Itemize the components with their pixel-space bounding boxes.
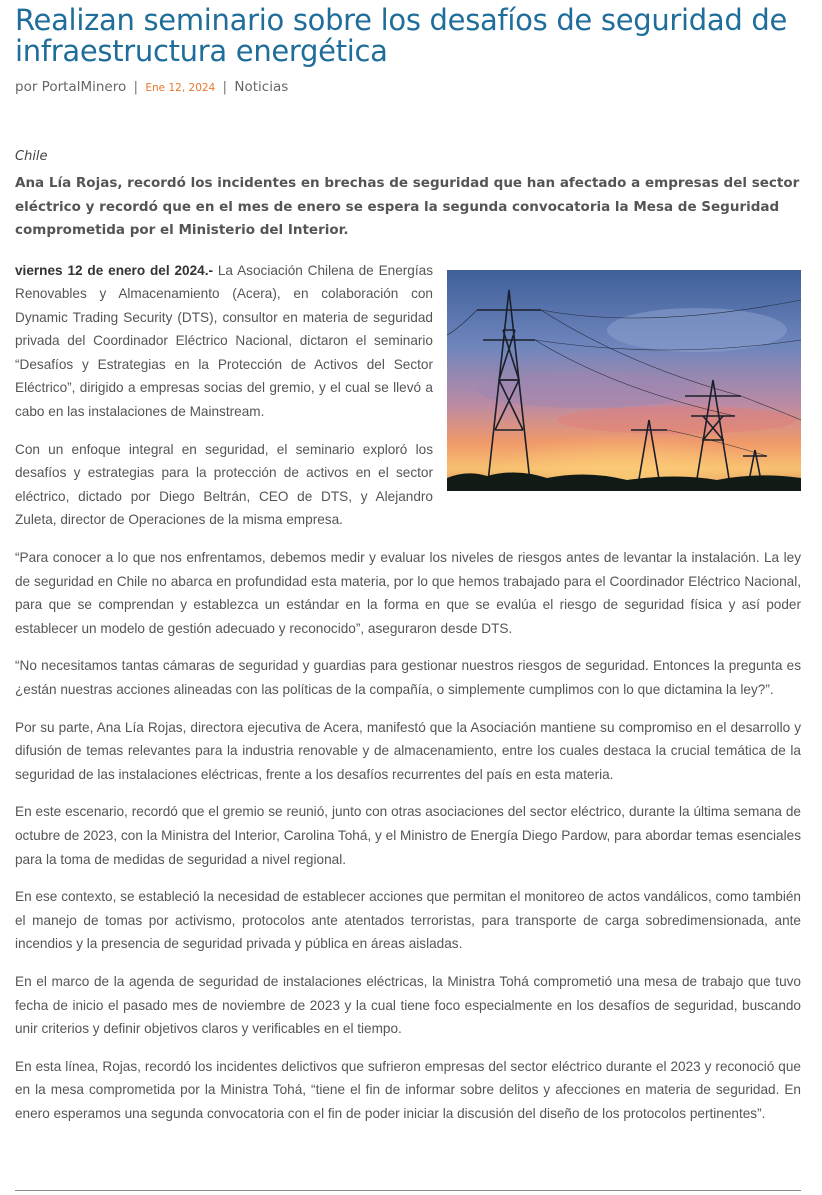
body-paragraph: “No necesitamos tantas cámaras de seguridad y guardias para gestionar nuestros riesgos de seguridad. Entonces la pregunta es ¿están nuestras acciones alineadas con las políticas de la compañía, o simplemente cumplimos con lo que dictamina la ley?”. [15,658,801,697]
dateline: viernes 12 de enero del 2024.- [15,262,214,278]
body-paragraph: En este escenario, recordó que el gremio se reunió, junto con otras asociaciones del sector eléctrico, durante la última semana de octubre de 2023, con la Ministra del Interior, Carolina Tohá, y el Ministro de Energía Diego Pardow, para abordar temas esenciales para la toma de medidas de seguridad a nivel regional. [15,804,801,867]
intro-text: La Asociación Chilena de Energías Renovables y Almacenamiento (Acera), en colaboración con Dynamic Trading Security (DTS), consultor en materia de seguridad privada del Coordinador Eléctrico Nacional, dictaron el seminario “Desafíos y Estrategias en la Protección de Activos del Sector Eléctrico”, dirigido a empresas socias del gremio, y el cual se llevó a cabo en las instalaciones de Mainstream. [15,262,433,420]
intro-paragraph [15,259,433,424]
meta-separator: | [133,79,139,95]
article-body [15,546,801,1125]
article-location: Chile [15,149,48,164]
article-lead: Ana Lía Rojas, recordó los incidentes en brechas de seguridad que han afectado a empresas del sector eléctrico y recordó que en el mes de enero se espera la segunda convocatoria la Mesa de Seguridad comprometida por el Ministerio del Interior. [15,175,800,238]
article [15,0,801,1126]
divider [15,1190,801,1191]
transmission-towers-photo [447,270,801,491]
category-link[interactable]: Noticias [234,79,289,95]
body-paragraph: En el marco de la agenda de seguridad de instalaciones eléctricas, la Ministra Tohá comprometió una mesa de trabajo que tuvo fecha de inicio el pasado mes de noviembre de 2023 y la cual tiene foco especialmente en los desafíos de seguridad, buscando unir criterios y definir objetivos claros y verificables en el tiempo. [15,973,801,1037]
body-paragraph: En ese contexto, se estableció la necesidad de establecer acciones que permitan el monitoreo de actos vandálicos, como también el manejo de tomas por activismo, protocolos ante atentados terroristas, para transporte de carga sobredimensionada, ante incendios y la presencia de seguridad privada y pública en áreas aisladas. [15,889,801,952]
body-paragraph: Con un enfoque integral en seguridad, el seminario exploró los desafíos y estrategias para la protección de activos en el sector eléctrico, dictado por Diego Beltrán, CEO de DTS, y Alejandro Zuleta, director de Operaciones de la misma empresa. [15,441,433,528]
article-title: Realizan seminario sobre los desafíos de seguridad de infraestructura energética [15,3,788,68]
intro-text-column [15,259,433,533]
body-paragraph: “Para conocer a lo que nos enfrentamos, debemos medir y evaluar los niveles de riesgos antes de levantar la instalación. La ley de seguridad en Chile no abarca en profundidad esta materia, por lo que hemos trabajado para el Coordinador Eléctrico Nacional, para que se comprendan y establezca un estándar en la forma en que se evalúa el riesgo de seguridad física y así poder establecer un modelo de gestión adecuado y reconocido”, aseguraron desde DTS. [15,550,801,636]
article-meta [15,79,801,95]
body-paragraph: Por su parte, Ana Lía Rojas, directora ejecutiva de Acera, manifestó que la Asociación mantiene su compromiso en el desarrollo y difusión de temas relevantes para la industria renovable y de almacenamiento, entre los cuales destaca la crucial temática de la seguridad de las instalaciones eléctricas, frente a los desafíos recurrentes del país en esta materia. [15,719,801,782]
publish-date: Ene 12, 2024 [145,82,216,94]
photo-illustration [447,270,801,491]
author-link[interactable]: por PortalMinero [15,79,127,95]
intro-section [15,259,801,533]
meta-separator: | [222,79,228,95]
body-paragraph: En esta línea, Rojas, recordó los incidentes delictivos que sufrieron empresas del sector eléctrico durante el 2023 y reconoció que en la mesa comprometida por la Ministra Tohá, “tiene el fin de informar sobre delitos y afecciones en materia de seguridad. En enero esperamos una segunda convocatoria con el fin de poder iniciar la discusión del diseño de los protocolos pertinentes”. [15,1058,801,1121]
